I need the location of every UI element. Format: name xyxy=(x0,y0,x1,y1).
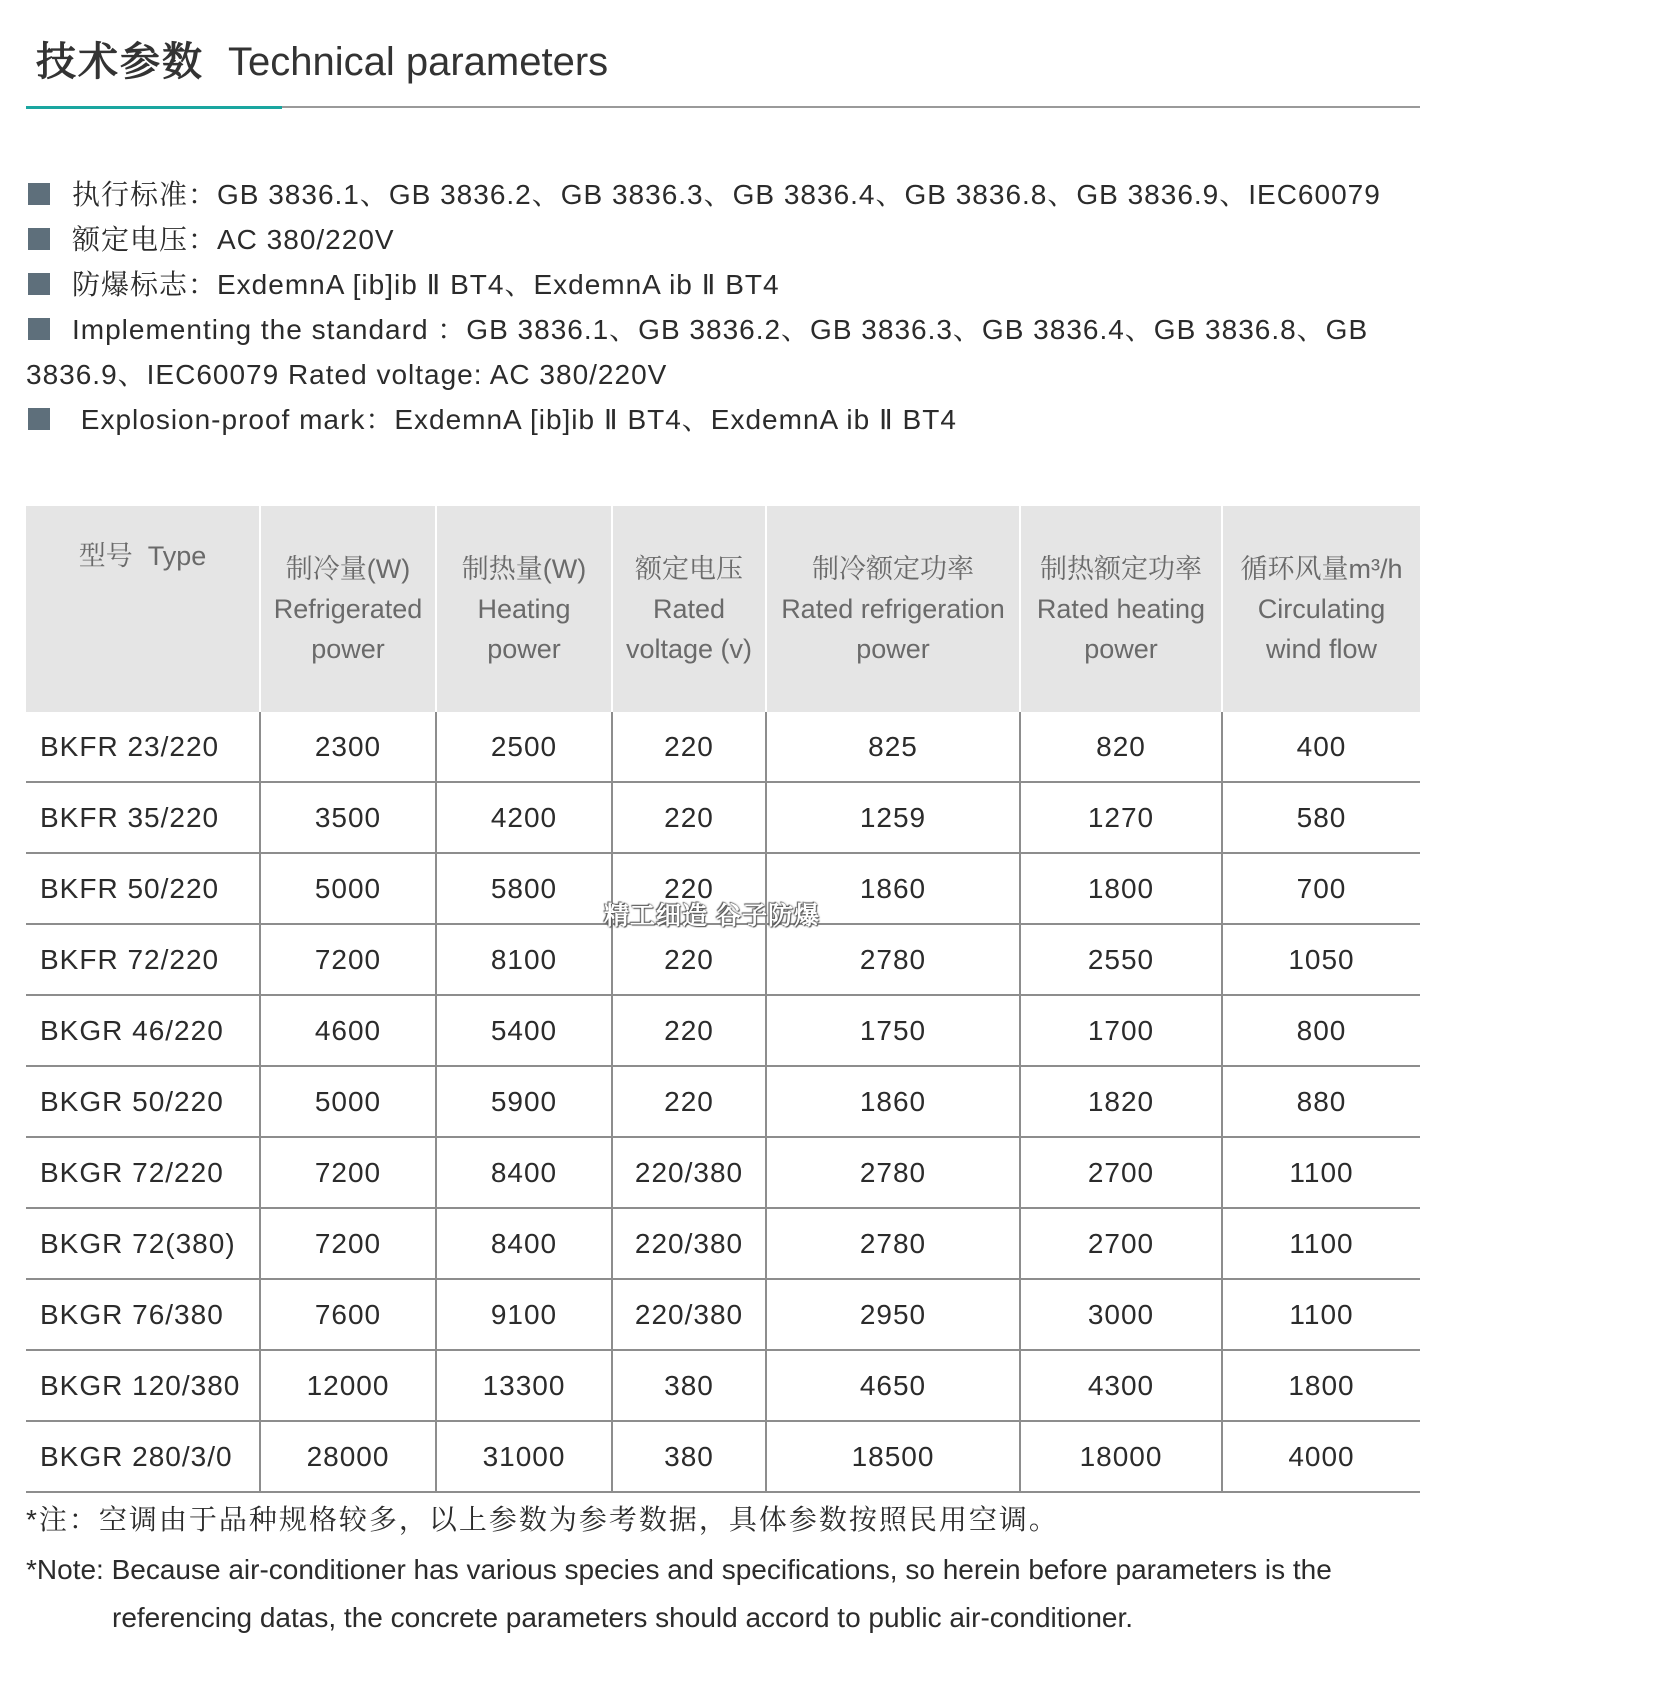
cell-type: BKGR 280/3/0 xyxy=(26,1421,260,1492)
bullet-text: 防爆标志：ExdemnA [ib]ib Ⅱ BT4、ExdemnA ib Ⅱ BT4 xyxy=(72,269,780,300)
bullet-text: Implementing the standard ：GB 3836.1、GB 3836.2、GB 3836.3、GB 3836.4、GB 3836.8、GB 3836.9、IEC60079 Rated voltage: AC 380/220V xyxy=(26,314,1369,390)
cell-circulating-wind-flow: 400 xyxy=(1222,712,1420,782)
bullet-text: 执行标准：GB 3836.1、GB 3836.2、GB 3836.3、GB 3836.4、GB 3836.8、GB 3836.9、IEC60079 xyxy=(72,179,1381,210)
cell-rated-voltage: 380 xyxy=(612,1421,766,1492)
bullet-item-standard-en xyxy=(26,307,1426,397)
bullet-square-icon xyxy=(28,408,50,430)
column-header-circulating-wind-flow: 循环风量m³/h Circulating wind flow xyxy=(1222,506,1420,712)
cell-rated-voltage: 220/380 xyxy=(612,1137,766,1208)
cell-circulating-wind-flow: 1100 xyxy=(1222,1137,1420,1208)
cell-type: BKGR 120/380 xyxy=(26,1350,260,1421)
cell-rated-heating-power: 2550 xyxy=(1020,924,1222,995)
cell-refrigerated-power: 3500 xyxy=(260,782,436,853)
cell-rated-refrigeration-power: 2780 xyxy=(766,924,1020,995)
watermark-text: 精工细造 谷子防爆 xyxy=(604,902,820,930)
cell-rated-refrigeration-power: 1860 xyxy=(766,853,1020,924)
cell-circulating-wind-flow: 1100 xyxy=(1222,1208,1420,1279)
cell-refrigerated-power: 7200 xyxy=(260,1137,436,1208)
cell-rated-voltage: 220 xyxy=(612,924,766,995)
column-header-type: 型号 Type xyxy=(26,506,260,712)
cell-type: BKGR 72(380) xyxy=(26,1208,260,1279)
column-header-rated-heating-power: 制热额定功率 Rated heating power xyxy=(1020,506,1222,712)
page-title xyxy=(36,30,608,87)
cell-rated-refrigeration-power: 2780 xyxy=(766,1137,1020,1208)
cell-circulating-wind-flow: 1100 xyxy=(1222,1279,1420,1350)
cell-circulating-wind-flow: 1800 xyxy=(1222,1350,1420,1421)
title-chinese: 技术参数 xyxy=(36,40,204,84)
cell-heating-power: 13300 xyxy=(436,1350,612,1421)
cell-rated-heating-power: 18000 xyxy=(1020,1421,1222,1492)
cell-rated-refrigeration-power: 1259 xyxy=(766,782,1020,853)
table-row xyxy=(26,1279,1420,1350)
cell-rated-heating-power: 1820 xyxy=(1020,1066,1222,1137)
note-english-line2: referencing datas, the concrete parameters should accord to public air-conditioner. xyxy=(112,1602,1134,1633)
note-chinese: *注：空调由于品种规格较多，以上参数为参考数据，具体参数按照民用空调。 xyxy=(26,1504,1059,1535)
cell-rated-voltage: 220 xyxy=(612,853,766,924)
cell-heating-power: 5400 xyxy=(436,995,612,1066)
table-row xyxy=(26,712,1420,782)
cell-refrigerated-power: 5000 xyxy=(260,1066,436,1137)
bullet-text: Explosion-proof mark：ExdemnA [ib]ib Ⅱ BT4、ExdemnA ib Ⅱ BT4 xyxy=(72,404,957,435)
cell-heating-power: 2500 xyxy=(436,712,612,782)
note-english xyxy=(26,1546,1446,1642)
title-divider-accent xyxy=(26,106,282,109)
cell-rated-voltage: 220 xyxy=(612,712,766,782)
cell-type: BKGR 46/220 xyxy=(26,995,260,1066)
parameters-table xyxy=(26,506,1420,1493)
cell-rated-voltage: 380 xyxy=(612,1350,766,1421)
bullet-item-mark-en xyxy=(26,397,1426,442)
bullet-item-standard-zh xyxy=(26,172,1426,217)
cell-rated-heating-power: 1700 xyxy=(1020,995,1222,1066)
bullet-item-voltage-zh xyxy=(26,217,1426,262)
cell-type: BKGR 50/220 xyxy=(26,1066,260,1137)
cell-rated-refrigeration-power: 18500 xyxy=(766,1421,1020,1492)
table-row xyxy=(26,782,1420,853)
cell-heating-power: 8400 xyxy=(436,1137,612,1208)
cell-type: BKFR 35/220 xyxy=(26,782,260,853)
cell-refrigerated-power: 7600 xyxy=(260,1279,436,1350)
column-header-rated-refrigeration-power: 制冷额定功率 Rated refrigeration power xyxy=(766,506,1020,712)
cell-heating-power: 8100 xyxy=(436,924,612,995)
cell-rated-refrigeration-power: 1750 xyxy=(766,995,1020,1066)
cell-circulating-wind-flow: 800 xyxy=(1222,995,1420,1066)
column-header-rated-voltage: 额定电压 Rated voltage (v) xyxy=(612,506,766,712)
table-row xyxy=(26,1137,1420,1208)
bullet-square-icon xyxy=(28,228,50,250)
note-english-line1: *Note: Because air-conditioner has various species and specifications, so herein before parameters is the xyxy=(26,1554,1332,1585)
cell-refrigerated-power: 5000 xyxy=(260,853,436,924)
cell-refrigerated-power: 4600 xyxy=(260,995,436,1066)
cell-rated-heating-power: 1800 xyxy=(1020,853,1222,924)
table-row xyxy=(26,1350,1420,1421)
cell-type: BKFR 23/220 xyxy=(26,712,260,782)
cell-type: BKGR 76/380 xyxy=(26,1279,260,1350)
cell-rated-voltage: 220 xyxy=(612,1066,766,1137)
cell-circulating-wind-flow: 880 xyxy=(1222,1066,1420,1137)
column-header-refrigerated-power: 制冷量(W) Refrigerated power xyxy=(260,506,436,712)
table-row xyxy=(26,1066,1420,1137)
cell-rated-refrigeration-power: 825 xyxy=(766,712,1020,782)
cell-rated-refrigeration-power: 2950 xyxy=(766,1279,1020,1350)
cell-rated-heating-power: 1270 xyxy=(1020,782,1222,853)
cell-rated-voltage: 220 xyxy=(612,782,766,853)
cell-rated-heating-power: 4300 xyxy=(1020,1350,1222,1421)
cell-heating-power: 8400 xyxy=(436,1208,612,1279)
table-header-row xyxy=(26,506,1420,712)
cell-rated-heating-power: 2700 xyxy=(1020,1208,1222,1279)
cell-circulating-wind-flow: 580 xyxy=(1222,782,1420,853)
bullet-square-icon xyxy=(28,273,50,295)
notes-section xyxy=(26,1496,1446,1642)
cell-refrigerated-power: 7200 xyxy=(260,1208,436,1279)
title-english: Technical parameters xyxy=(228,40,609,84)
cell-refrigerated-power: 12000 xyxy=(260,1350,436,1421)
cell-rated-refrigeration-power: 1860 xyxy=(766,1066,1020,1137)
cell-heating-power: 4200 xyxy=(436,782,612,853)
table-row xyxy=(26,1421,1420,1492)
cell-refrigerated-power: 2300 xyxy=(260,712,436,782)
spec-bullet-list xyxy=(26,172,1426,442)
cell-type: BKFR 72/220 xyxy=(26,924,260,995)
cell-rated-heating-power: 2700 xyxy=(1020,1137,1222,1208)
cell-heating-power: 31000 xyxy=(436,1421,612,1492)
cell-heating-power: 5900 xyxy=(436,1066,612,1137)
bullet-item-mark-zh xyxy=(26,262,1426,307)
bullet-text: 额定电压：AC 380/220V xyxy=(72,224,395,255)
table-row xyxy=(26,924,1420,995)
cell-refrigerated-power: 7200 xyxy=(260,924,436,995)
table-row xyxy=(26,1208,1420,1279)
table-row xyxy=(26,995,1420,1066)
cell-rated-heating-power: 820 xyxy=(1020,712,1222,782)
cell-heating-power: 9100 xyxy=(436,1279,612,1350)
cell-rated-voltage: 220 xyxy=(612,995,766,1066)
cell-refrigerated-power: 28000 xyxy=(260,1421,436,1492)
cell-rated-voltage: 220/380 xyxy=(612,1208,766,1279)
cell-rated-refrigeration-power: 4650 xyxy=(766,1350,1020,1421)
cell-rated-refrigeration-power: 2780 xyxy=(766,1208,1020,1279)
title-divider xyxy=(26,106,1420,108)
cell-type: BKGR 72/220 xyxy=(26,1137,260,1208)
cell-rated-voltage: 220/380 xyxy=(612,1279,766,1350)
column-header-heating-power: 制热量(W) Heating power xyxy=(436,506,612,712)
cell-circulating-wind-flow: 4000 xyxy=(1222,1421,1420,1492)
cell-heating-power: 5800 xyxy=(436,853,612,924)
cell-circulating-wind-flow: 700 xyxy=(1222,853,1420,924)
cell-type: BKFR 50/220 xyxy=(26,853,260,924)
cell-rated-heating-power: 3000 xyxy=(1020,1279,1222,1350)
bullet-square-icon xyxy=(28,183,50,205)
cell-circulating-wind-flow: 1050 xyxy=(1222,924,1420,995)
bullet-square-icon xyxy=(28,318,50,340)
